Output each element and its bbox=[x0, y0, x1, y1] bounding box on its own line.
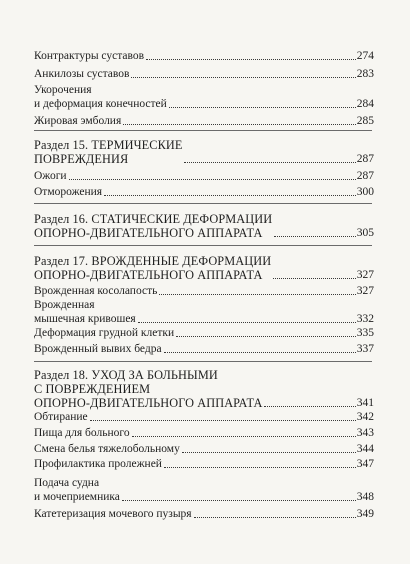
toc-entry bbox=[34, 410, 374, 424]
dot-leader bbox=[184, 162, 355, 163]
toc-entry-title: Врожденная мышечная кривошея bbox=[34, 299, 136, 325]
toc-entry bbox=[34, 342, 374, 356]
toc-entry-page: 348 bbox=[356, 491, 374, 503]
toc-entry-title: Катетеризация мочевого пузыря bbox=[34, 508, 192, 520]
toc-entry-page: 327 bbox=[356, 285, 374, 297]
section-page: 341 bbox=[356, 397, 374, 409]
dot-leader bbox=[104, 195, 356, 196]
dot-leader bbox=[146, 59, 356, 60]
dot-leader bbox=[123, 124, 356, 125]
toc-entry-page: 344 bbox=[356, 443, 374, 455]
dot-leader bbox=[138, 322, 356, 323]
dot-leader bbox=[273, 278, 356, 279]
section-title: Раздел 18. УХОД ЗА БОЛЬНЫМИ С ПОВРЕЖДЕНИЕМ ОПОРНО-ДВИГАТЕЛЬНОГО АППАРАТА bbox=[34, 368, 263, 410]
dot-leader bbox=[159, 294, 355, 295]
dot-leader bbox=[131, 77, 355, 78]
toc-entry-title: Жировая эмболия bbox=[34, 115, 122, 127]
toc-entry-title: Анкилозы суставов bbox=[34, 68, 130, 80]
toc-entry bbox=[34, 67, 374, 81]
toc-entry-title: Подача судна и мочеприемника bbox=[34, 477, 120, 503]
toc-entry-page: 335 bbox=[356, 327, 374, 339]
toc-entry-title: Отморожения bbox=[34, 186, 103, 198]
dot-leader bbox=[274, 236, 356, 237]
section-heading bbox=[34, 368, 374, 410]
toc-entry bbox=[34, 326, 374, 340]
dot-leader bbox=[69, 179, 356, 180]
toc-entry-title: Пища для больного bbox=[34, 427, 130, 439]
toc-entry bbox=[34, 426, 374, 440]
toc-entry-page: 332 bbox=[356, 313, 374, 325]
toc-entry-page: 287 bbox=[356, 170, 374, 182]
toc-entry bbox=[34, 49, 374, 63]
toc-entry-page: 349 bbox=[356, 508, 374, 520]
dot-leader bbox=[182, 452, 356, 453]
section-divider bbox=[34, 203, 372, 204]
toc-entry-page: 343 bbox=[356, 427, 374, 439]
toc-entry-page: 337 bbox=[356, 343, 374, 355]
section-divider bbox=[34, 245, 372, 246]
section-divider bbox=[34, 361, 372, 362]
dot-leader bbox=[194, 517, 356, 518]
toc-entry bbox=[34, 185, 374, 199]
toc-entry bbox=[34, 169, 374, 183]
section-page: 287 bbox=[356, 153, 374, 165]
toc-entry-title: Контрактуры суставов bbox=[34, 50, 145, 62]
dot-leader bbox=[132, 436, 356, 437]
toc-entry bbox=[34, 442, 374, 456]
toc-entry bbox=[34, 298, 374, 326]
dot-leader bbox=[122, 500, 356, 501]
toc-entry-page: 285 bbox=[356, 115, 374, 127]
toc-entry-title: Укорочения и деформация конечностей bbox=[34, 84, 167, 110]
section-title: Раздел 16. СТАТИЧЕСКИЕ ДЕФОРМАЦИИ ОПОРНО-ДВИГАТЕЛЬНОГО АППАРАТА bbox=[34, 212, 273, 240]
section-page: 305 bbox=[356, 227, 374, 239]
toc-entry bbox=[34, 507, 374, 521]
toc-entry bbox=[34, 83, 374, 111]
toc-entry-title: Врожденная косолапость bbox=[34, 285, 158, 297]
toc-entry-page: 284 bbox=[356, 98, 374, 110]
toc-entry-page: 283 bbox=[356, 68, 374, 80]
toc-entry-title: Ожоги bbox=[34, 170, 67, 182]
toc-entry-title: Профилактика пролежней bbox=[34, 458, 162, 470]
toc-entry bbox=[34, 284, 374, 298]
toc-entry-title: Обтирание bbox=[34, 411, 88, 423]
toc-entry-title: Врожденный вывих бедра bbox=[34, 343, 162, 355]
section-divider bbox=[34, 130, 372, 131]
toc-entry-page: 342 bbox=[356, 411, 374, 423]
dot-leader bbox=[164, 352, 356, 353]
section-heading bbox=[34, 254, 374, 282]
toc-entry bbox=[34, 476, 374, 504]
toc-entry-title: Деформация грудной клетки bbox=[34, 327, 175, 339]
dot-leader bbox=[264, 406, 355, 407]
toc-entry-page: 300 bbox=[356, 186, 374, 198]
toc-entry bbox=[34, 114, 374, 128]
section-page: 327 bbox=[356, 269, 374, 281]
toc-entry-title: Смена белья тяжелобольному bbox=[34, 443, 180, 455]
dot-leader bbox=[176, 336, 356, 337]
toc-entry bbox=[34, 457, 374, 471]
section-title: Раздел 17. ВРОЖДЕННЫЕ ДЕФОРМАЦИИ ОПОРНО-ДВИГАТЕЛЬНОГО АППАРАТА bbox=[34, 254, 272, 282]
toc-entry-page: 274 bbox=[356, 50, 374, 62]
section-heading bbox=[34, 138, 374, 166]
toc-entry-page: 347 bbox=[356, 458, 374, 470]
dot-leader bbox=[169, 107, 356, 108]
dot-leader bbox=[90, 420, 356, 421]
dot-leader bbox=[164, 467, 356, 468]
section-title: Раздел 15. ТЕРМИЧЕСКИЕ ПОВРЕЖДЕНИЯ bbox=[34, 138, 183, 166]
section-heading bbox=[34, 212, 374, 240]
